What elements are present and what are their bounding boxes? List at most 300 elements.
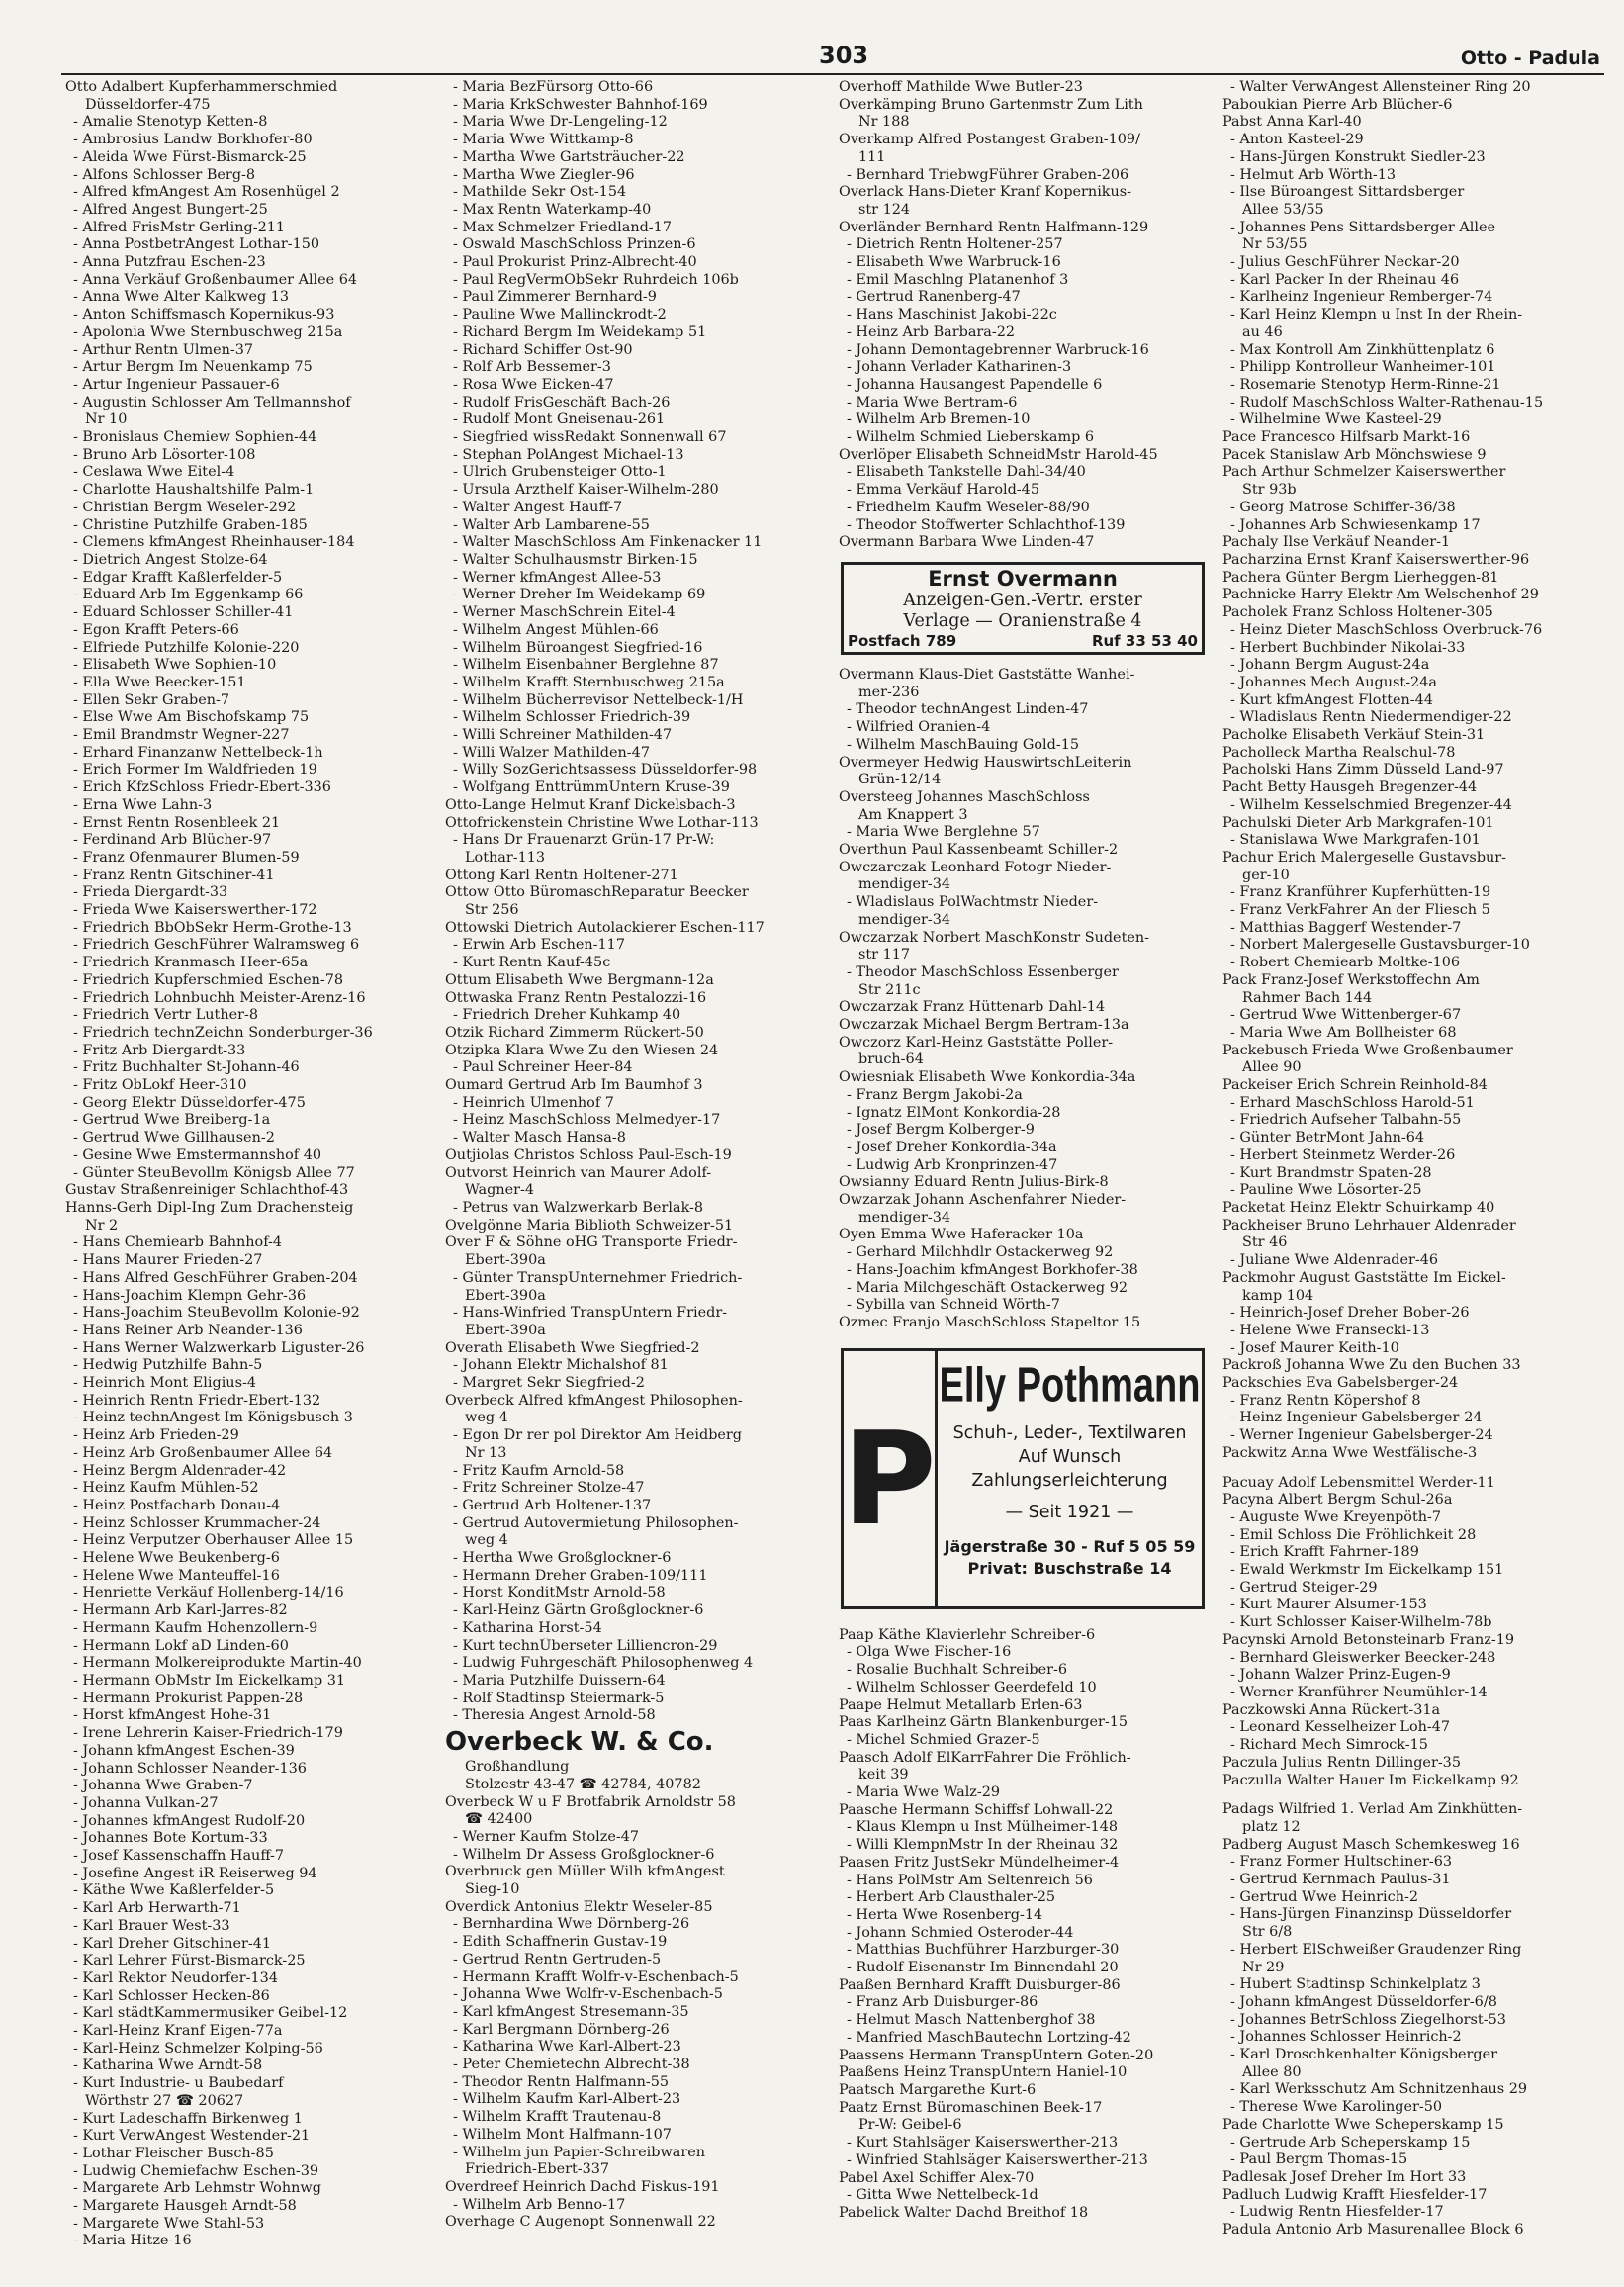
directory-entry: - Augustin Schlosser Am Tellmannshof bbox=[73, 394, 351, 411]
directory-entry: ☎ 42400 bbox=[465, 1811, 533, 1828]
directory-entry: - Stephan PolAngest Michael-13 bbox=[453, 446, 684, 463]
directory-entry: Nr 53/55 bbox=[1242, 236, 1308, 253]
directory-entry: - Karl Droschkenhalter Königsberger bbox=[1230, 2047, 1498, 2063]
directory-entry: - Frieda Diergardt-33 bbox=[73, 884, 228, 901]
directory-entry: - Charlotte Haushaltshilfe Palm-1 bbox=[73, 482, 315, 499]
directory-entry: - Ulrich Grubensteiger Otto-1 bbox=[453, 464, 667, 481]
directory-entry: - Wilhelm MaschBauing Gold-15 bbox=[847, 736, 1080, 753]
directory-entry: - Egon Dr rer pol Direktor Am Heidberg bbox=[453, 1427, 743, 1444]
directory-entry: - Heinz Ingenieur Gabelsberger-24 bbox=[1230, 1410, 1483, 1426]
directory-entry: Pachulski Dieter Arb Markgrafen-101 bbox=[1222, 814, 1494, 831]
directory-entry: - Bernhardina Wwe Dörnberg-26 bbox=[453, 1916, 690, 1933]
directory-entry: Otto Adalbert Kupferhammerschmied bbox=[65, 79, 338, 95]
directory-entry: 111 bbox=[858, 148, 886, 165]
directory-entry: - Ludwig Rentn Hiesfelder-17 bbox=[1230, 2204, 1444, 2221]
directory-entry: Oversteeg Johannes MaschSchloss bbox=[839, 788, 1090, 805]
directory-entry: - Fritz Kaufm Arnold-58 bbox=[453, 1462, 625, 1479]
directory-entry: - Johann Demontagebrenner Warbruck-16 bbox=[847, 341, 1149, 358]
directory-entry: - Katharina Wwe Karl-Albert-23 bbox=[453, 2039, 681, 2056]
directory-entry: - Alfred FrisMstr Gerling-211 bbox=[73, 219, 286, 235]
directory-entry: - Franz Bergm Jakobi-2a bbox=[847, 1086, 1023, 1103]
directory-entry: - Kurt Stahlsäger Kaiserswerther-213 bbox=[847, 2135, 1119, 2151]
directory-entry: Overbruck gen Müller Wilh kfmAngest bbox=[445, 1864, 725, 1880]
directory-entry: - Franz Rentn Gitschiner-41 bbox=[73, 867, 275, 883]
directory-entry: Paasche Hermann Schiffsf Lohwall-22 bbox=[839, 1801, 1114, 1818]
directory-entry: - Hans Maurer Frieden-27 bbox=[73, 1252, 263, 1269]
directory-entry: - Dietrich Rentn Holtener-257 bbox=[847, 236, 1063, 253]
ad-postfach: Postfach 789 bbox=[848, 631, 957, 650]
directory-entry: - Frieda Wwe Kaiserswerther-172 bbox=[73, 902, 317, 919]
directory-entry: - Maria Wwe Berglehne 57 bbox=[847, 824, 1040, 841]
directory-entry: Packroß Johanna Wwe Zu den Buchen 33 bbox=[1222, 1357, 1521, 1374]
directory-entry: - Josef Bergm Kolberger-9 bbox=[847, 1122, 1035, 1139]
directory-entry: - Maria Wwe Walz-29 bbox=[847, 1784, 1001, 1801]
directory-entry: - Hans Chemiearb Bahnhof-4 bbox=[73, 1235, 283, 1251]
running-head: Otto - Padula bbox=[1460, 47, 1600, 69]
directory-entry: Paasch Adolf ElKarrFahrer Die Fröhlich- bbox=[839, 1749, 1131, 1766]
directory-entry: mer-236 bbox=[858, 684, 920, 700]
section-gap bbox=[1222, 1789, 1601, 1801]
directory-entry: Packeiser Erich Schrein Reinhold-84 bbox=[1222, 1077, 1488, 1094]
directory-entry: - Rudolf Eisenanstr Im Binnendahl 20 bbox=[847, 1960, 1119, 1976]
directory-entry: - Walter MaschSchloss Am Finkenacker 11 bbox=[453, 534, 763, 551]
directory-entry: - Johann Schlosser Neander-136 bbox=[73, 1760, 307, 1777]
section-gap bbox=[1222, 1463, 1601, 1475]
directory-entry: - Max Schmelzer Friedland-17 bbox=[453, 219, 672, 235]
directory-entry: Paboukian Pierre Arb Blücher-6 bbox=[1222, 96, 1453, 113]
directory-entry: Nr 188 bbox=[858, 114, 910, 131]
directory-entry: Packheiser Bruno Lehrhauer Aldenrader bbox=[1222, 1217, 1516, 1234]
directory-entry: - Johann kfmAngest Eschen-39 bbox=[73, 1742, 295, 1759]
column-4 bbox=[1222, 79, 1601, 2240]
directory-entry: - Matthias Baggerf Westender-7 bbox=[1230, 919, 1462, 936]
directory-entry: - Karl städtKammermusiker Geibel-12 bbox=[73, 2005, 348, 2022]
directory-entry: - Stanislawa Wwe Markgrafen-101 bbox=[1230, 832, 1481, 849]
directory-entry: str 117 bbox=[858, 947, 911, 963]
directory-entry: - Wilhelm Krafft Sternbuschweg 215a bbox=[453, 674, 725, 690]
directory-entry: Padags Wilfried 1. Verlad Am Zinkhütten- bbox=[1222, 1801, 1523, 1818]
directory-entry: Paczula Julius Rentn Dillinger-35 bbox=[1222, 1754, 1461, 1771]
directory-entry: Friedrich-Ebert-337 bbox=[465, 2161, 610, 2178]
directory-entry: - Wilhelm Dr Assess Großglockner-6 bbox=[453, 1846, 715, 1863]
directory-entry: - Ignatz ElMont Konkordia-28 bbox=[847, 1104, 1061, 1121]
directory-entry: - Hans Werner Walzwerkarb Liguster-26 bbox=[73, 1339, 365, 1356]
directory-entry: Overath Elisabeth Wwe Siegfried-2 bbox=[445, 1339, 700, 1356]
directory-entry: - Christine Putzhilfe Graben-185 bbox=[73, 516, 308, 533]
directory-entry: - Willi KlempnMstr In der Rheinau 32 bbox=[847, 1837, 1119, 1854]
directory-entry: - Julius GeschFührer Neckar-20 bbox=[1230, 254, 1460, 271]
directory-entry: Str 6/8 bbox=[1242, 1924, 1293, 1941]
directory-entry: Pachur Erich Malergeselle Gustavsbur- bbox=[1222, 849, 1507, 866]
directory-entry: - Rolf Stadtinsp Steiermark-5 bbox=[453, 1690, 665, 1706]
directory-entry: Owiesniak Elisabeth Wwe Konkordia-34a bbox=[839, 1069, 1136, 1086]
directory-entry: Nr 29 bbox=[1242, 1959, 1285, 1975]
directory-entry: - Wilhelm Arb Bremen-10 bbox=[847, 412, 1031, 428]
directory-entry: Pacholski Hans Zimm Düsseld Land-97 bbox=[1222, 762, 1504, 778]
directory-entry: - Hans-Jürgen Konstrukt Siedler-23 bbox=[1230, 148, 1486, 165]
directory-entry: - Erich KfzSchloss Friedr-Ebert-336 bbox=[73, 779, 331, 796]
directory-entry: - Alfons Schlosser Berg-8 bbox=[73, 166, 256, 183]
directory-entry: Ebert-390a bbox=[465, 1287, 546, 1304]
directory-entry: - Werner kfmAngest Allee-53 bbox=[453, 569, 662, 586]
directory-entry: Paatz Ernst Büromaschinen Beek-17 bbox=[839, 2099, 1103, 2116]
directory-entry: - Emma Verkäuf Harold-45 bbox=[847, 482, 1039, 499]
directory-entry: - Leonard Kesselheizer Loh-47 bbox=[1230, 1719, 1451, 1736]
directory-entry: - Friedrich Kranmasch Heer-65a bbox=[73, 955, 309, 971]
directory-entry: - Robert Chemiearb Moltke-106 bbox=[1230, 955, 1461, 971]
directory-entry: - Egon Krafft Peters-66 bbox=[73, 621, 239, 638]
directory-entry: Pr-W: Geibel-6 bbox=[858, 2117, 962, 2134]
directory-entry: - Hans Dr Frauenarzt Grün-17 Pr-W: bbox=[453, 832, 715, 849]
directory-entry: - Werner Kranführer Neumühler-14 bbox=[1230, 1684, 1488, 1700]
directory-entry: Ottowski Dietrich Autolackierer Eschen-117 bbox=[445, 919, 765, 936]
directory-entry: - Mathilde Sekr Ost-154 bbox=[453, 184, 627, 201]
directory-entry: Pacuay Adolf Lebensmittel Werder-11 bbox=[1222, 1474, 1495, 1491]
directory-entry: - Erna Wwe Lahn-3 bbox=[73, 796, 213, 813]
directory-entry: - Wilhelm jun Papier-Schreibwaren bbox=[453, 2144, 706, 2160]
directory-entry: - Max Kontroll Am Zinkhüttenplatz 6 bbox=[1230, 341, 1495, 358]
directory-entry: Paas Karlheinz Gärtn Blankenburger-15 bbox=[839, 1714, 1128, 1731]
directory-entry: - Gertrud Steiger-29 bbox=[1230, 1579, 1378, 1596]
directory-entry: - Maria Milchgeschäft Ostackerweg 92 bbox=[847, 1279, 1128, 1296]
directory-entry: - Heinrich-Josef Dreher Bober-26 bbox=[1230, 1305, 1470, 1322]
directory-entry: - Herbert Buchbinder Nikolai-33 bbox=[1230, 639, 1466, 656]
directory-entry: - Apolonia Wwe Sternbuschweg 215a bbox=[73, 323, 343, 340]
directory-entry: Ozmec Franjo MaschSchloss Stapeltor 15 bbox=[839, 1315, 1141, 1330]
directory-entry: - Karl Werksschutz Am Schnitzenhaus 29 bbox=[1230, 2081, 1528, 2098]
directory-entry: Wagner-4 bbox=[465, 1182, 535, 1199]
directory-entry: - Josef Kassenschaffn Hauff-7 bbox=[73, 1848, 285, 1865]
directory-entry: - Günter BetrMont Jahn-64 bbox=[1230, 1130, 1425, 1146]
directory-entry: - Käthe Wwe Kaßlerfelder-5 bbox=[73, 1882, 275, 1899]
directory-entry: Str 46 bbox=[1242, 1235, 1288, 1251]
directory-entry: Pachaly Ilse Verkäuf Neander-1 bbox=[1222, 534, 1451, 551]
directory-entry: - Theodor MaschSchloss Essenberger bbox=[847, 963, 1119, 980]
directory-entry: - Walter VerwAngest Allensteiner Ring 20 bbox=[1230, 79, 1531, 95]
directory-entry: - Hermann ObMstr Im Eickelkamp 31 bbox=[73, 1672, 346, 1689]
directory-entry: - Horst kfmAngest Hohe-31 bbox=[73, 1707, 272, 1724]
directory-entry: - Erhard MaschSchloss Harold-51 bbox=[1230, 1094, 1475, 1111]
directory-entry: Ebert-390a bbox=[465, 1322, 546, 1338]
directory-entry: Pacholek Franz Schloss Holtener-305 bbox=[1222, 604, 1493, 621]
directory-entry: - Edgar Krafft Kaßlerfelder-5 bbox=[73, 569, 283, 586]
directory-entry: Oyen Emma Wwe Haferacker 10a bbox=[839, 1227, 1084, 1243]
directory-entry: Owczarzak Franz Hüttenarb Dahl-14 bbox=[839, 999, 1106, 1016]
directory-entry: - Friedrich BbObSekr Herm-Grothe-13 bbox=[73, 919, 352, 936]
directory-entry: - Heinz Arb Frieden-29 bbox=[73, 1427, 239, 1444]
directory-entry: - Ferdinand Arb Blücher-97 bbox=[73, 832, 272, 849]
header-rule bbox=[61, 73, 1604, 75]
directory-entry: Overmann Klaus-Diet Gaststätte Wanhei- bbox=[839, 666, 1135, 683]
directory-entry: Pade Charlotte Wwe Scheperskamp 15 bbox=[1222, 2116, 1504, 2133]
directory-entry: - Heinz Schlosser Krummacher-24 bbox=[73, 1514, 321, 1531]
directory-entry: - Kurt Maurer Alsumer-153 bbox=[1230, 1597, 1427, 1613]
column-1 bbox=[65, 79, 444, 2250]
directory-entry: - Lothar Fleischer Busch-85 bbox=[73, 2145, 274, 2161]
directory-entry: - Hedwig Putzhilfe Bahn-5 bbox=[73, 1357, 263, 1374]
directory-entry: - Johanna Hausangest Papendelle 6 bbox=[847, 376, 1103, 393]
directory-entry: - Franz VerkFahrer An der Fliesch 5 bbox=[1230, 902, 1490, 919]
directory-entry: - Heinrich Ulmenhof 7 bbox=[453, 1094, 614, 1111]
directory-entry: Allee 90 bbox=[1242, 1059, 1302, 1076]
directory-entry: - Karl Heinz Klempn u Inst In der Rhein- bbox=[1230, 307, 1523, 323]
directory-entry: Packschies Eva Gabelsberger-24 bbox=[1222, 1375, 1459, 1392]
directory-entry: - Heinz Arb Großenbaumer Allee 64 bbox=[73, 1444, 333, 1461]
directory-entry: - Hans-Joachim kfmAngest Borkhofer-38 bbox=[847, 1261, 1138, 1278]
directory-entry: - Johannes Pens Sittardsberger Allee bbox=[1230, 219, 1496, 235]
directory-entry: - Hubert Stadtinsp Schinkelplatz 3 bbox=[1230, 1976, 1481, 1993]
directory-entry: Otzipka Klara Wwe Zu den Wiesen 24 bbox=[445, 1042, 719, 1058]
directory-entry: - Erich Former Im Waldfrieden 19 bbox=[73, 762, 317, 778]
directory-entry: - Friedrich technZeichn Sonderburger-36 bbox=[73, 1024, 373, 1041]
directory-entry: - Georg Elektr Düsseldorfer-475 bbox=[73, 1094, 306, 1111]
directory-entry: - Gerhard Milchhdlr Ostackerweg 92 bbox=[847, 1244, 1114, 1261]
directory-entry: Pacht Betty Hausgeh Bregenzer-44 bbox=[1222, 779, 1478, 796]
directory-entry: - Peter Chemietechn Albrecht-38 bbox=[453, 2057, 690, 2073]
directory-entry: Am Knappert 3 bbox=[858, 806, 968, 823]
directory-entry: - Wilhelm Schlosser Friedrich-39 bbox=[453, 709, 691, 726]
directory-entry: Paczkowski Anna Rückert-31a bbox=[1222, 1701, 1441, 1718]
directory-entry: - Franz Former Hultschiner-63 bbox=[1230, 1854, 1453, 1871]
directory-entry: - Heinz MaschSchloss Melmedyer-17 bbox=[453, 1112, 721, 1129]
directory-entry: - Heinz Kaufm Mühlen-52 bbox=[73, 1480, 259, 1497]
directory-entry: - Emil Schloss Die Fröhlichkeit 28 bbox=[1230, 1526, 1477, 1543]
directory-entry: - Friedrich Dreher Kuhkamp 40 bbox=[453, 1007, 681, 1024]
directory-entry: - Gesine Wwe Emstermannshof 40 bbox=[73, 1146, 321, 1163]
directory-entry: - Anton Schiffsmasch Kopernikus-93 bbox=[73, 307, 335, 323]
directory-entry: - Walter Arb Lambarene-55 bbox=[453, 516, 650, 533]
directory-entry: Pabelick Walter Dachd Breithof 18 bbox=[839, 2204, 1089, 2221]
directory-entry: - Wilhelm Eisenbahner Berglehne 87 bbox=[453, 657, 719, 674]
directory-entry: - Josefine Angest iR Reiserweg 94 bbox=[73, 1865, 317, 1881]
directory-entry: - Paul RegVermObSekr Ruhrdeich 106b bbox=[453, 271, 739, 288]
directory-entry: - Wilhelm Kaufm Karl-Albert-23 bbox=[453, 2091, 681, 2108]
directory-entry: - Arthur Rentn Ulmen-37 bbox=[73, 341, 254, 358]
directory-entry: - Helene Wwe Beukenberg-6 bbox=[73, 1550, 280, 1567]
directory-entry: - Maria Wwe Wittkamp-8 bbox=[453, 132, 634, 148]
directory-entry: Outjiolas Christos Schloss Paul-Esch-19 bbox=[445, 1146, 732, 1163]
directory-entry: - Pauline Wwe Mallinckrodt-2 bbox=[453, 307, 667, 323]
directory-entry: Pack Franz-Josef Werkstoffechn Am bbox=[1222, 971, 1480, 988]
directory-entry: weg 4 bbox=[465, 1532, 508, 1549]
directory-entry: - Fritz Schreiner Stolze-47 bbox=[453, 1480, 645, 1497]
directory-entry: Hanns-Gerh Dipl-Ing Zum Drachensteig bbox=[65, 1200, 354, 1216]
directory-entry: - Karl Rektor Neudorfer-134 bbox=[73, 1969, 278, 1986]
directory-entry: - Hermann Krafft Wolfr-v-Eschenbach-5 bbox=[453, 1968, 739, 1985]
directory-entry: - Helene Wwe Fransecki-13 bbox=[1230, 1322, 1430, 1338]
directory-entry: - Maria Wwe Bertram-6 bbox=[847, 394, 1018, 411]
ad-name: Elly Pothmann bbox=[939, 1358, 1201, 1413]
directory-entry: - Margret Sekr Siegfried-2 bbox=[453, 1375, 645, 1392]
directory-entry: - Margarete Wwe Stahl-53 bbox=[73, 2215, 265, 2232]
directory-entry: - Olga Wwe Fischer-16 bbox=[847, 1644, 1012, 1661]
directory-entry: - Erich Krafft Fahrner-189 bbox=[1230, 1544, 1419, 1561]
directory-entry: Overkamp Alfred Postangest Graben-109/ bbox=[839, 132, 1140, 148]
directory-entry: - Horst KonditMstr Arnold-58 bbox=[453, 1585, 666, 1601]
directory-entry: Overmann Barbara Wwe Linden-47 bbox=[839, 534, 1095, 551]
directory-entry: - Elisabeth Tankstelle Dahl-34/40 bbox=[847, 464, 1086, 481]
directory-entry: - Elfriede Putzhilfe Kolonie-220 bbox=[73, 639, 300, 656]
directory-entry: - Theresia Angest Arnold-58 bbox=[453, 1707, 656, 1724]
directory-entry: - Clemens kfmAngest Rheinhauser-184 bbox=[73, 534, 355, 551]
directory-entry: - Kurt technÜberseter Lilliencron-29 bbox=[453, 1637, 718, 1654]
directory-entry: - Karlheinz Ingenieur Remberger-74 bbox=[1230, 289, 1493, 306]
directory-entry: - Günter SteuBevollm Königsb Allee 77 bbox=[73, 1164, 355, 1181]
directory-entry: - Anna Wwe Alter Kalkweg 13 bbox=[73, 289, 290, 306]
directory-entry: - Aleida Wwe Fürst-Bismarck-25 bbox=[73, 148, 307, 165]
directory-entry: - Johann Verlader Katharinen-3 bbox=[847, 359, 1072, 376]
directory-entry: - Anton Kasteel-29 bbox=[1230, 132, 1364, 148]
directory-entry: Ovelgönne Maria Biblioth Schweizer-51 bbox=[445, 1217, 734, 1234]
directory-entry: Nr 13 bbox=[465, 1444, 507, 1461]
directory-entry: - Willi Walzer Mathilden-47 bbox=[453, 744, 650, 761]
directory-entry: Pacholke Elisabeth Verkäuf Stein-31 bbox=[1222, 727, 1486, 744]
directory-entry: - Bernhard Gleiswerker Beecker-248 bbox=[1230, 1649, 1496, 1666]
directory-entry: mendiger-34 bbox=[858, 1209, 951, 1226]
directory-entry: kamp 104 bbox=[1242, 1287, 1314, 1304]
directory-entry: Pabel Axel Schiffer Alex-70 bbox=[839, 2169, 1035, 2186]
directory-entry: Paatsch Margarethe Kurt-6 bbox=[839, 2081, 1037, 2098]
directory-entry: - Anna PostbetrAngest Lothar-150 bbox=[73, 236, 320, 253]
directory-entry: - Hans PolMstr Am Seltenreich 56 bbox=[847, 1872, 1093, 1888]
directory-entry: Paap Käthe Klavierlehr Schreiber-6 bbox=[839, 1626, 1096, 1643]
directory-entry: - Rudolf FrisGeschäft Bach-26 bbox=[453, 394, 671, 411]
directory-entry: - Johann kfmAngest Düsseldorfer-6/8 bbox=[1230, 1993, 1497, 2010]
directory-entry: - Paul Prokurist Prinz-Albrecht-40 bbox=[453, 254, 697, 271]
directory-entry: Stolzestr 43-47 ☎ 42784, 40782 bbox=[465, 1776, 701, 1792]
directory-entry: keit 39 bbox=[858, 1767, 909, 1784]
directory-entry: - Helene Wwe Manteuffel-16 bbox=[73, 1567, 280, 1584]
directory-entry: - Franz Arb Duisburger-86 bbox=[847, 1994, 1038, 2011]
directory-entry: Overländer Bernhard Rentn Halfmann-129 bbox=[839, 219, 1149, 235]
directory-entry: - Johanna Wwe Wolfr-v-Eschenbach-5 bbox=[453, 1986, 723, 2003]
directory-entry: - Dietrich Angest Stolze-64 bbox=[73, 551, 268, 568]
directory-entry: Paape Helmut Metallarb Erlen-63 bbox=[839, 1696, 1083, 1713]
directory-entry: - Gertrud Autovermietung Philosophen- bbox=[453, 1514, 739, 1531]
directory-entry: - Ursula Arzthelf Kaiser-Wilhelm-280 bbox=[453, 482, 719, 499]
directory-entry: - Therese Wwe Karolinger-50 bbox=[1230, 2099, 1443, 2116]
directory-entry: - Hans-Joachim SteuBevollm Kolonie-92 bbox=[73, 1305, 360, 1322]
directory-entry: Padberg August Masch Schemkesweg 16 bbox=[1222, 1836, 1520, 1853]
directory-entry: - Hans Maschinist Jakobi-22c bbox=[847, 307, 1057, 323]
directory-entry: - Werner Ingenieur Gabelsberger-24 bbox=[1230, 1427, 1493, 1444]
directory-entry: - Kurt VerwAngest Westender-21 bbox=[73, 2128, 311, 2145]
directory-entry: - Artur Ingenieur Passauer-6 bbox=[73, 376, 280, 393]
directory-entry: - Günter TranspUnternehmer Friedrich- bbox=[453, 1269, 743, 1286]
directory-entry: Pacek Stanislaw Arb Mönchswiese 9 bbox=[1222, 446, 1487, 463]
directory-entry: - Werner Kaufm Stolze-47 bbox=[453, 1828, 640, 1845]
directory-entry: - Herta Wwe Rosenberg-14 bbox=[847, 1906, 1043, 1923]
directory-entry: - Wilhelm Schmied Lieberskamp 6 bbox=[847, 429, 1095, 446]
directory-entry: - Elisabeth Wwe Warbruck-16 bbox=[847, 254, 1061, 271]
ad-body bbox=[935, 1351, 1202, 1606]
ad-contact bbox=[848, 632, 1198, 650]
directory-entry: - Gertrud Wwe Breiberg-1a bbox=[73, 1112, 271, 1129]
directory-entry: - Philipp Kontrolleur Wanheimer-101 bbox=[1230, 359, 1496, 376]
directory-entry: - Willi Schreiner Mathilden-47 bbox=[453, 727, 673, 744]
directory-entry: - Kurt Industrie- u Baubedarf bbox=[73, 2075, 284, 2092]
directory-entry: - Johann Walzer Prinz-Eugen-9 bbox=[1230, 1667, 1451, 1684]
directory-entry: Pacholleck Martha Realschul-78 bbox=[1222, 744, 1456, 761]
directory-entry: platz 12 bbox=[1242, 1818, 1301, 1835]
directory-entry: - Auguste Wwe Kreyenpöth-7 bbox=[1230, 1509, 1442, 1525]
directory-entry: - Friedrich Aufseher Talbahn-55 bbox=[1230, 1112, 1462, 1129]
directory-entry: - Helmut Masch Nattenberghof 38 bbox=[847, 2012, 1096, 2029]
directory-entry: Owczarzak Norbert MaschKonstr Sudeten- bbox=[839, 929, 1150, 946]
directory-entry: - Karl Bergmann Dörnberg-26 bbox=[453, 2021, 670, 2038]
directory-entry: - Josef Maurer Keith-10 bbox=[1230, 1339, 1399, 1356]
directory-entry: - Martha Wwe Ziegler-96 bbox=[453, 166, 635, 183]
directory-entry: Lothar-113 bbox=[465, 849, 546, 866]
directory-entry: - Pauline Wwe Lösorter-25 bbox=[1230, 1182, 1422, 1199]
directory-entry: Owczarzak Michael Bergm Bertram-13a bbox=[839, 1017, 1129, 1034]
directory-entry: - Bronislaus Chemiew Sophien-44 bbox=[73, 429, 317, 446]
directory-entry: - Christian Bergm Weseler-292 bbox=[73, 499, 297, 515]
directory-entry: - Hans Reiner Arb Neander-136 bbox=[73, 1322, 303, 1338]
directory-entry: - Johanna Wwe Graben-7 bbox=[73, 1778, 253, 1794]
directory-entry: - Wilhelm Büroangest Siegfried-16 bbox=[453, 639, 703, 656]
directory-entry: Pach Arthur Schmelzer Kaiserswerther bbox=[1222, 464, 1506, 481]
directory-entry: - Helmut Arb Wörth-13 bbox=[1230, 166, 1397, 183]
directory-entry: - Henriette Verkäuf Hollenberg-14/16 bbox=[73, 1585, 344, 1601]
directory-entry: - Karl-Heinz Schmelzer Kolping-56 bbox=[73, 2040, 323, 2057]
directory-entry: - Herbert Arb Clausthaler-25 bbox=[847, 1889, 1056, 1906]
directory-entry: - Winfried Stahlsäger Kaiserswerther-213 bbox=[847, 2151, 1148, 2168]
directory-entry: - Franz Rentn Köpershof 8 bbox=[1230, 1392, 1421, 1409]
directory-entry: - Paul Schreiner Heer-84 bbox=[453, 1059, 633, 1076]
directory-entry: - Anna Verkäuf Großenbaumer Allee 64 bbox=[73, 271, 358, 288]
directory-entry: - Gertrude Arb Scheperskamp 15 bbox=[1230, 2134, 1471, 2150]
directory-entry: - Karl Dreher Gitschiner-41 bbox=[73, 1935, 272, 1952]
directory-entry: - Klaus Klempn u Inst Mülheimer-148 bbox=[847, 1819, 1119, 1836]
directory-entry: Overlack Hans-Dieter Kranf Kopernikus- bbox=[839, 184, 1132, 201]
directory-entry: Ottum Elisabeth Wwe Bergmann-12a bbox=[445, 971, 714, 988]
directory-entry: - Heinrich Rentn Friedr-Ebert-132 bbox=[73, 1392, 321, 1409]
directory-entry: - Rudolf Mont Gneisenau-261 bbox=[453, 412, 666, 428]
directory-entry: Paaßens Heinz TranspUntern Haniel-10 bbox=[839, 2064, 1128, 2081]
directory-entry: Nr 2 bbox=[85, 1217, 119, 1234]
ad-line: Auf Wunsch bbox=[1018, 1446, 1122, 1467]
directory-entry: Over F & Söhne oHG Transporte Friedr- bbox=[445, 1235, 738, 1251]
directory-entry: - Katharina Wwe Arndt-58 bbox=[73, 2058, 263, 2074]
directory-entry: Allee 53/55 bbox=[1242, 201, 1324, 218]
directory-entry: - Norbert Malergeselle Gustavsburger-10 bbox=[1230, 937, 1530, 954]
directory-entry: - Rosemarie Stenotyp Herm-Rinne-21 bbox=[1230, 376, 1501, 393]
directory-entry: - Heinz technAngest Im Königsbusch 3 bbox=[73, 1410, 353, 1426]
directory-entry: - Hans-Joachim Klempn Gehr-36 bbox=[73, 1287, 307, 1304]
directory-entry: - Johann Elektr Michalshof 81 bbox=[453, 1357, 669, 1374]
directory-entry: - Wilhelm Bücherrevisor Nettelbeck-1/H bbox=[453, 691, 744, 708]
directory-entry: - Wilhelm Kesselschmied Bregenzer-44 bbox=[1230, 796, 1512, 813]
directory-entry: - Josef Dreher Konkordia-34a bbox=[847, 1139, 1057, 1155]
directory-entry: Otto-Lange Helmut Kranf Dickelsbach-3 bbox=[445, 796, 736, 813]
directory-entry: - Karl-Heinz Kranf Eigen-77a bbox=[73, 2023, 283, 2040]
directory-entry: - Petrus van Walzwerkarb Berlak-8 bbox=[453, 1200, 704, 1216]
directory-entry: - Ellen Sekr Graben-7 bbox=[73, 691, 230, 708]
directory-entry: Sieg-10 bbox=[465, 1881, 520, 1898]
directory-entry: Overhoff Mathilde Wwe Butler-23 bbox=[839, 79, 1083, 95]
directory-entry: - Wladislaus PolWachtmstr Nieder- bbox=[847, 894, 1099, 911]
directory-entry: - Johannes Arb Schwiesenkamp 17 bbox=[1230, 516, 1481, 533]
directory-entry: - Hermann Lokf aD Linden-60 bbox=[73, 1637, 289, 1654]
directory-entry: - Richard Bergm Im Weidekamp 51 bbox=[453, 323, 707, 340]
directory-entry: bruch-64 bbox=[858, 1052, 924, 1068]
directory-entry: Allee 80 bbox=[1242, 2063, 1302, 2080]
ad-line: Zahlungserleichterung bbox=[971, 1470, 1168, 1491]
directory-entry: - Rudolf MaschSchloss Walter-Rathenau-15 bbox=[1230, 394, 1544, 411]
directory-entry: - Friedhelm Kaufm Weseler-88/90 bbox=[847, 499, 1090, 515]
directory-entry: Ottong Karl Rentn Holtener-271 bbox=[445, 867, 678, 883]
